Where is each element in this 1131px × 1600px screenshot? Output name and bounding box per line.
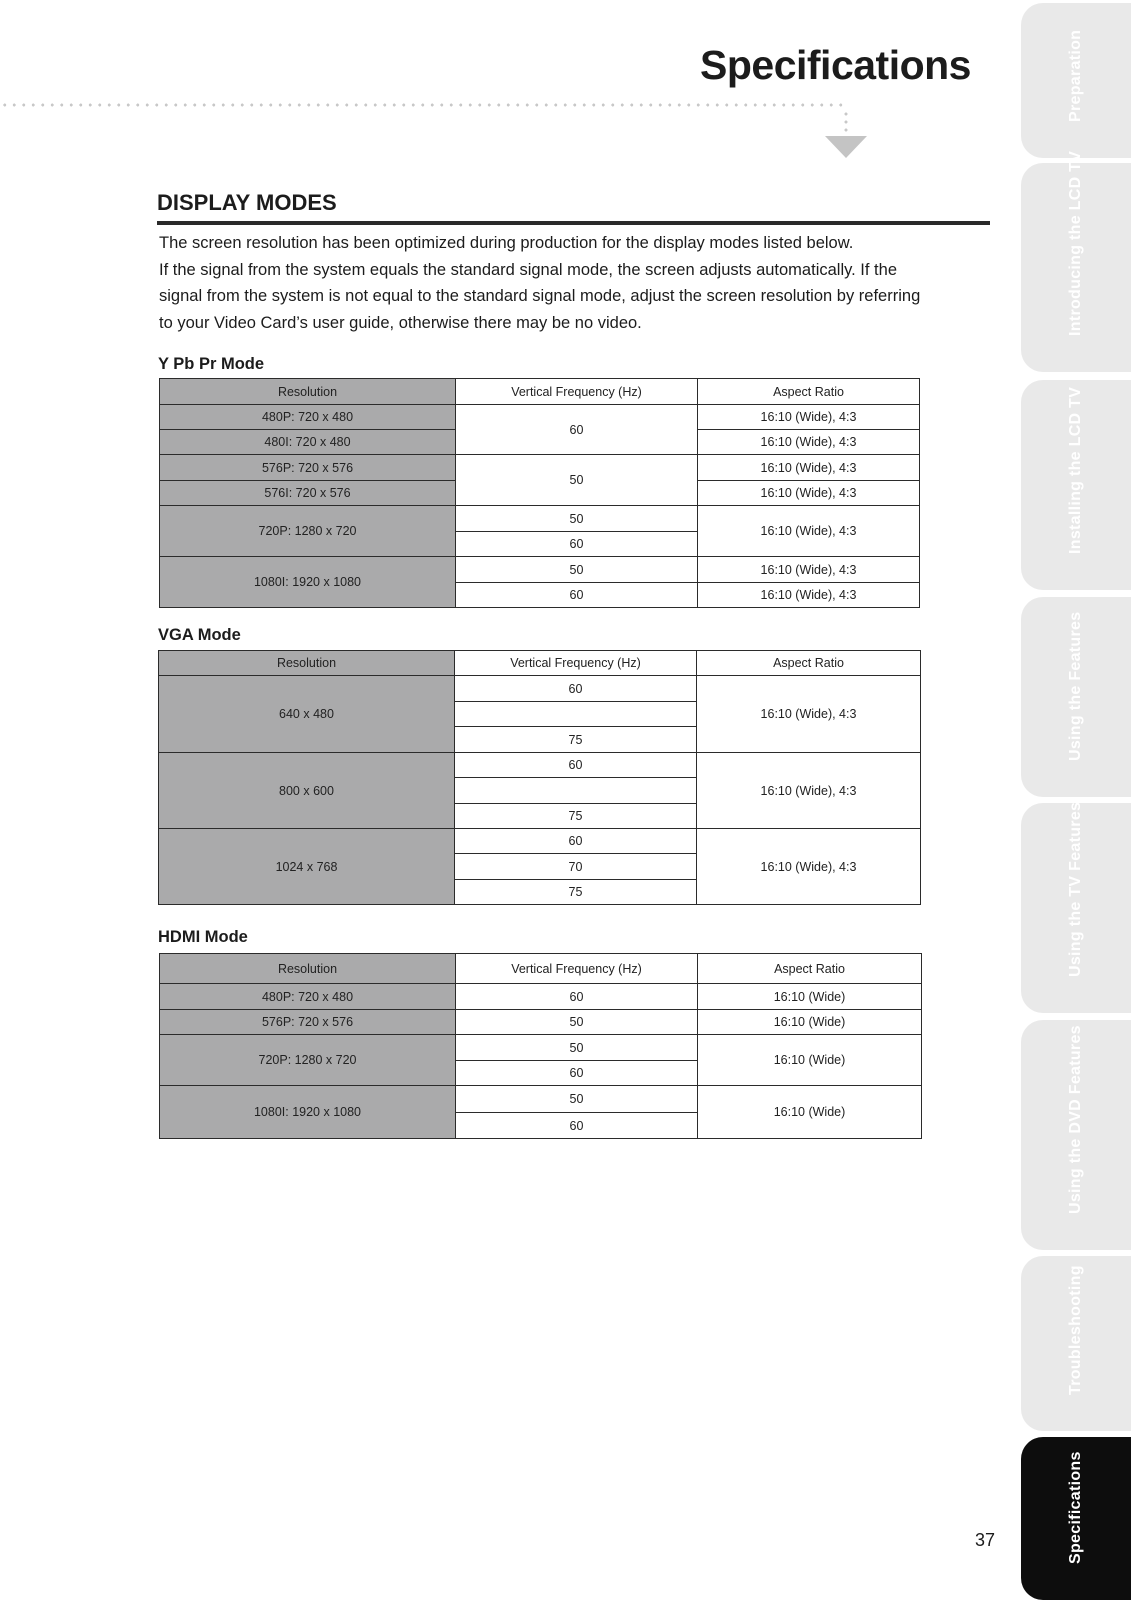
aspect-cell: 16:10 (Wide), 4:3 xyxy=(697,829,921,905)
resolution-cell: 1024 x 768 xyxy=(159,829,455,905)
intro-line: to your Video Card’s user guide, otherwise there may be no video. xyxy=(159,313,642,332)
frequency-cell: 50 xyxy=(456,455,698,506)
tab-using-features[interactable] xyxy=(1021,597,1131,797)
frequency-cell: 50 xyxy=(456,1035,698,1061)
aspect-cell: 16:10 (Wide), 4:3 xyxy=(698,405,920,430)
resolution-cell: 576I: 720 x 576 xyxy=(160,481,456,506)
aspect-cell: 16:10 (Wide) xyxy=(698,1086,922,1139)
intro-text xyxy=(159,230,989,336)
dotted-divider-vertical xyxy=(844,110,848,134)
tab-specifications[interactable] xyxy=(1021,1437,1131,1600)
intro-line: The screen resolution has been optimized during production for the display modes listed below. xyxy=(159,234,854,252)
frequency-cell: 60 xyxy=(455,829,697,854)
frequency-cell: 75 xyxy=(455,804,697,829)
header-aspect: Aspect Ratio xyxy=(698,379,920,405)
tab-preparation[interactable] xyxy=(1021,3,1131,158)
header-resolution: Resolution xyxy=(160,954,456,984)
frequency-cell: 50 xyxy=(456,506,698,532)
tab-label: Using the DVD Features xyxy=(1067,1025,1084,1214)
frequency-cell: 60 xyxy=(456,1113,698,1139)
header-aspect: Aspect Ratio xyxy=(697,651,921,676)
header-resolution: Resolution xyxy=(159,651,455,676)
header-frequency: Vertical Frequency (Hz) xyxy=(455,651,697,676)
resolution-cell: 800 x 600 xyxy=(159,753,455,829)
section-title: DISPLAY MODES xyxy=(157,190,337,215)
resolution-cell: 576P: 720 x 576 xyxy=(160,1010,456,1035)
header-frequency: Vertical Frequency (Hz) xyxy=(456,954,698,984)
frequency-cell: 60 xyxy=(455,753,697,778)
dotted-divider xyxy=(0,103,848,107)
header-aspect: Aspect Ratio xyxy=(698,954,922,984)
header-frequency: Vertical Frequency (Hz) xyxy=(456,379,698,405)
frequency-cell: 60 xyxy=(456,405,698,455)
aspect-cell: 16:10 (Wide), 4:3 xyxy=(697,676,921,753)
frequency-cell: 50 xyxy=(456,1010,698,1035)
resolution-cell: 640 x 480 xyxy=(159,676,455,753)
hdmi-mode-title: HDMI Mode xyxy=(158,928,248,946)
aspect-cell: 16:10 (Wide), 4:3 xyxy=(698,455,920,481)
page-title: Specifications xyxy=(700,42,971,88)
ypbpr-table xyxy=(159,378,920,608)
frequency-cell: 50 xyxy=(456,557,698,583)
aspect-cell: 16:10 (Wide), 4:3 xyxy=(698,557,920,583)
aspect-cell: 16:10 (Wide), 4:3 xyxy=(698,481,920,506)
tab-label: Installing the LCD TV xyxy=(1067,386,1084,554)
tab-label: Using the TV Features xyxy=(1067,801,1084,977)
aspect-cell: 16:10 (Wide), 4:3 xyxy=(698,583,920,608)
vga-table xyxy=(158,650,921,905)
resolution-cell: 480P: 720 x 480 xyxy=(160,984,456,1010)
frequency-cell: 60 xyxy=(456,532,698,557)
tab-dvd-features[interactable] xyxy=(1021,1020,1131,1250)
intro-line: signal from the system is not equal to the standard signal mode, adjust the screen resolution by referring xyxy=(159,287,921,305)
frequency-cell: 50 xyxy=(456,1086,698,1113)
tab-troubleshooting[interactable] xyxy=(1021,1256,1131,1431)
resolution-cell: 1080I: 1920 x 1080 xyxy=(160,557,456,608)
frequency-cell: 75 xyxy=(455,880,697,905)
frequency-cell xyxy=(455,702,697,727)
hdmi-table xyxy=(159,953,922,1139)
frequency-cell: 75 xyxy=(455,727,697,753)
resolution-cell: 576P: 720 x 576 xyxy=(160,455,456,481)
tab-label: Introducing the LCD TV xyxy=(1067,150,1084,336)
header-resolution: Resolution xyxy=(160,379,456,405)
aspect-cell: 16:10 (Wide), 4:3 xyxy=(697,753,921,829)
aspect-cell: 16:10 (Wide), 4:3 xyxy=(698,506,920,557)
frequency-cell: 70 xyxy=(455,854,697,880)
down-arrow-icon xyxy=(825,136,867,158)
frequency-cell: 60 xyxy=(456,583,698,608)
vga-mode-title: VGA Mode xyxy=(158,626,241,644)
tab-label: Using the Features xyxy=(1067,611,1084,761)
tab-installing[interactable] xyxy=(1021,380,1131,590)
aspect-cell: 16:10 (Wide) xyxy=(698,1035,922,1086)
aspect-cell: 16:10 (Wide) xyxy=(698,984,922,1010)
resolution-cell: 480P: 720 x 480 xyxy=(160,405,456,430)
tab-label: Troubleshooting xyxy=(1067,1265,1084,1395)
page-number: 37 xyxy=(975,1530,996,1550)
section-rule xyxy=(157,221,990,225)
tab-label: Preparation xyxy=(1067,29,1084,122)
frequency-cell: 60 xyxy=(456,1061,698,1086)
tab-tv-features[interactable] xyxy=(1021,803,1131,1013)
tab-label: Specifications xyxy=(1067,1451,1084,1564)
frequency-cell: 60 xyxy=(456,984,698,1010)
resolution-cell: 480I: 720 x 480 xyxy=(160,430,456,455)
tab-introducing[interactable] xyxy=(1021,150,1131,372)
ypbpr-mode-title: Y Pb Pr Mode xyxy=(158,355,265,373)
frequency-cell: 60 xyxy=(455,676,697,702)
section-tabs xyxy=(1021,0,1131,1600)
resolution-cell: 720P: 1280 x 720 xyxy=(160,506,456,557)
aspect-cell: 16:10 (Wide) xyxy=(698,1010,922,1035)
aspect-cell: 16:10 (Wide), 4:3 xyxy=(698,430,920,455)
frequency-cell xyxy=(455,778,697,804)
resolution-cell: 720P: 1280 x 720 xyxy=(160,1035,456,1086)
intro-line: If the signal from the system equals the standard signal mode, the screen adjusts automatically. If the xyxy=(159,260,897,279)
resolution-cell: 1080I: 1920 x 1080 xyxy=(160,1086,456,1139)
